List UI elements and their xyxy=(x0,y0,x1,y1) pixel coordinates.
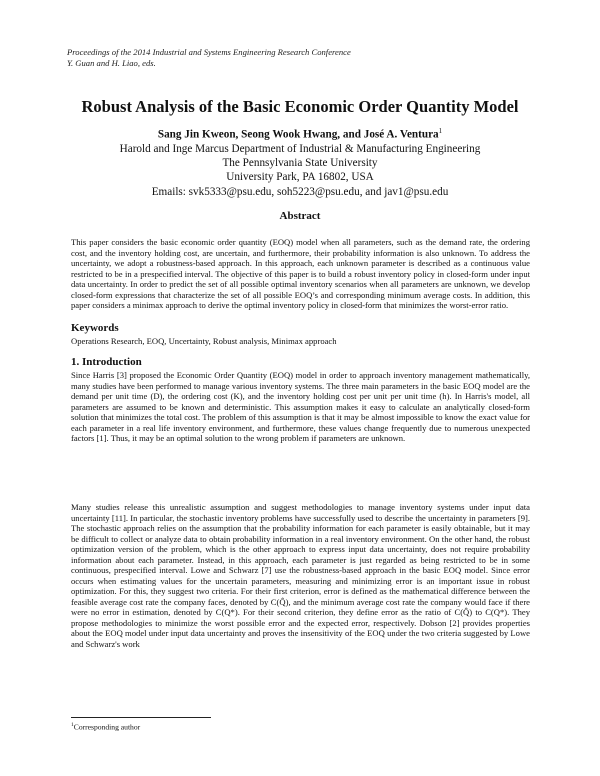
abstract-heading: Abstract xyxy=(279,210,321,222)
footnote xyxy=(71,722,140,732)
introduction-heading: 1. Introduction xyxy=(71,356,142,368)
proceedings-header xyxy=(67,47,351,69)
affiliation-department: Harold and Inge Marcus Department of Industrial & Manufacturing Engineering xyxy=(119,142,481,155)
footnote-mark: 1 xyxy=(71,722,74,728)
footnote-divider xyxy=(71,717,211,718)
keywords-heading: Keywords xyxy=(71,322,119,334)
editors-line: Y. Guan and H. Liao, eds. xyxy=(67,58,156,68)
keywords-body: Operations Research, EOQ, Uncertainty, Robust analysis, Minimax approach xyxy=(71,336,337,346)
footnote-text: Corresponding author xyxy=(73,722,141,732)
author-emails: Emails: svk5333@psu.edu, soh5223@psu.edu, and jav1@psu.edu xyxy=(151,185,449,198)
author-footnote-mark: 1 xyxy=(438,127,443,135)
author-block xyxy=(0,124,600,199)
introduction-paragraph-2: Many studies release this unrealistic assumption and suggest methodologies to manage inventory systems under input data uncertainty [11]. In particular, the stochastic inventory problems have successfully used to describe the uncertainty in parameters [9]. The stochastic approach relies on the assumption that the probability information for each parameter is easily obtainable, but it may be difficult to collect or analyze data to obtain probability information in a real inventory environment. On the other hand, the robust optimization version of the problem, which is the other approach to express input data uncertainty, does not require probability information about each parameter. Instead, in this approach, each parameter is just regarded as being restricted to be in some continuous, prespecified interval. Lowe and Schwarz [7] use the robustness-based approach in the basic EOQ model. Since error occurs when estimating values for the uncertain parameters, measuring and minimizing error is an important issue in robust optimization. For this, they suggest two criteria. For their first criterion, error is defined as the mathematical difference between the feasible average cost rate the company faces, denoted by C(Q̂), and the minimum average cost rate the company would face if there were no error in estimation, denoted by C(Q*). For their second criterion, they define error as the ratio of C(Q̂) to C(Q*). They propose methodologies to minimize the worst possible error and the expected error, respectively. Dobson [2] provides properties about the EOQ model under input data uncertainty and proves the insensitivity of the EOQ under the two criteria suggested by Lowe and Schwarz's work xyxy=(71,502,530,649)
proceedings-line: Proceedings of the 2014 Industrial and Systems Engineering Research Conference xyxy=(67,47,351,57)
abstract-body: This paper considers the basic economic order quantity (EOQ) model when all parameters, such as the demand rate, the ordering cost, and the inventory holding cost, are uncertain, and furthermore, their probability information is also unknown. To address the uncertainty, we adopt a robustness-based approach. In this approach, each unknown parameter is described as a continuous value restricted to be in a prespecified interval. The objective of this paper is to build a robust inventory policy in closed-form under input data uncertainty. In order to predict the set of all possible optimal inventory scenarios when all parameters are unknown, we develop closed-form expressions that characterize the set of all possible EOQ’s and corresponding minimum average costs. In addition, this paper considers a minimax approach to derive the optimal inventory policy in closed-form that minimizes the worst-error ratio. xyxy=(71,237,530,310)
introduction-paragraph-1: Since Harris [3] proposed the Economic Order Quantity (EOQ) model in order to approach inventory management mathematically, many studies have been performed to manage various inventory systems. The three main parameters in the basic EOQ model are the demand per unit time (D), the ordering cost (K), and the inventory holding cost per unit per unit time (h). In Harris's model, all parameters are assumed to be known and deterministic. This assumption makes it easy to calculate an analytically closed-form solution that minimizes the total cost. The problem of this assumption is that it may be almost impossible to know the exact value for each parameter in a real life inventory environment, and furthermore, these values change frequently due to numerous unexpected factors [1]. Thus, it may be an optimal solution to the wrong problem if parameters are unknown. xyxy=(71,370,530,443)
author-names: Sang Jin Kweon, Seong Wook Hwang, and José A. Ventura xyxy=(157,128,439,141)
paper-title: Robust Analysis of the Basic Economic Order Quantity Model xyxy=(81,97,519,116)
affiliation-address: University Park, PA 16802, USA xyxy=(226,171,374,184)
affiliation-university: The Pennsylvania State University xyxy=(222,157,378,170)
